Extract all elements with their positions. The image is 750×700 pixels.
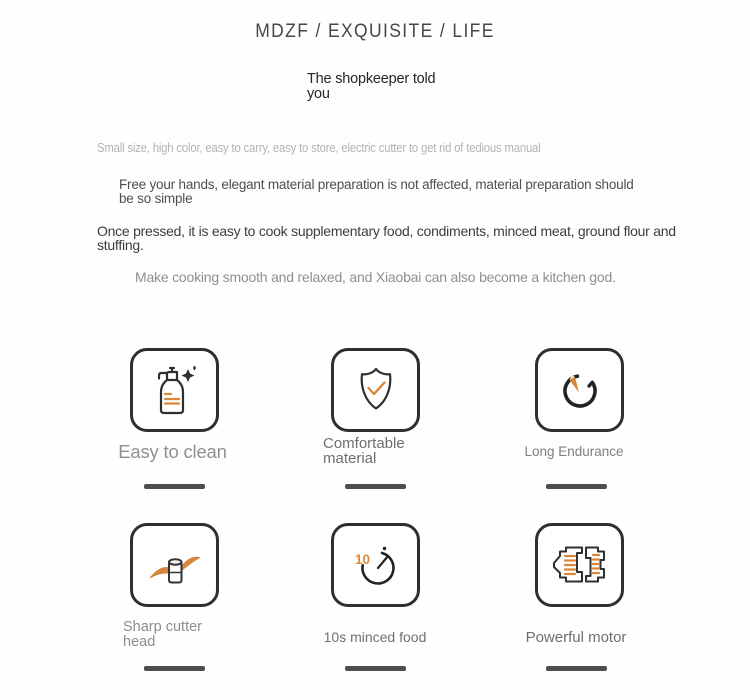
divider-bar [345,484,406,489]
divider-bar [144,666,205,671]
feature-tile-long-endurance [535,348,624,432]
stopwatch-10-badge: 10 [354,552,370,567]
shield-check-icon [345,361,407,419]
feature-label-powerful-motor: Powerful motor [525,629,627,646]
spray-bottle-icon [144,361,206,419]
divider-bar [546,484,607,489]
feature-label-easy-to-clean: Easy to clean [118,441,227,462]
intro-line-muted: Small size, high color, easy to carry, easy to store, electric cutter to get rid of tedious manual [97,140,541,155]
feature-tile-sharp-cutter-head [130,523,219,607]
intro-paragraph-make-cooking: Make cooking smooth and relaxed, and Xiaobai can also become a kitchen god. [135,269,616,285]
page-title: MDZF / EXQUISITE / LIFE [255,21,495,42]
divider-bar [546,666,607,671]
divider-bar [144,484,205,489]
feature-label-long-endurance: Long Endurance [524,444,624,459]
feature-label-10s-minced-food: 10s minced food [323,629,427,645]
intro-paragraph-once-pressed: Once pressed, it is easy to cook supplementary food, condiments, minced meat, ground flour and stuffing. [97,223,676,253]
divider-bar [345,666,406,671]
cutter-blade-icon [144,536,206,594]
feature-tile-comfortable-material [331,348,420,432]
timer-icon [549,361,611,419]
feature-label-comfortable-material: Comfortable material [323,435,405,467]
page-subtitle: The shopkeeper told you [307,71,436,102]
feature-tile-powerful-motor [535,523,624,607]
feature-tile-easy-to-clean [130,348,219,432]
feature-label-sharp-cutter-head: Sharp cutter head [123,619,202,650]
motor-icon [548,536,612,594]
intro-paragraph-free-hands: Free your hands, elegant material preparation is not affected, material preparation should be so simple [119,177,634,206]
stopwatch-icon [345,536,407,594]
feature-tile-10s-minced-food [331,523,420,607]
